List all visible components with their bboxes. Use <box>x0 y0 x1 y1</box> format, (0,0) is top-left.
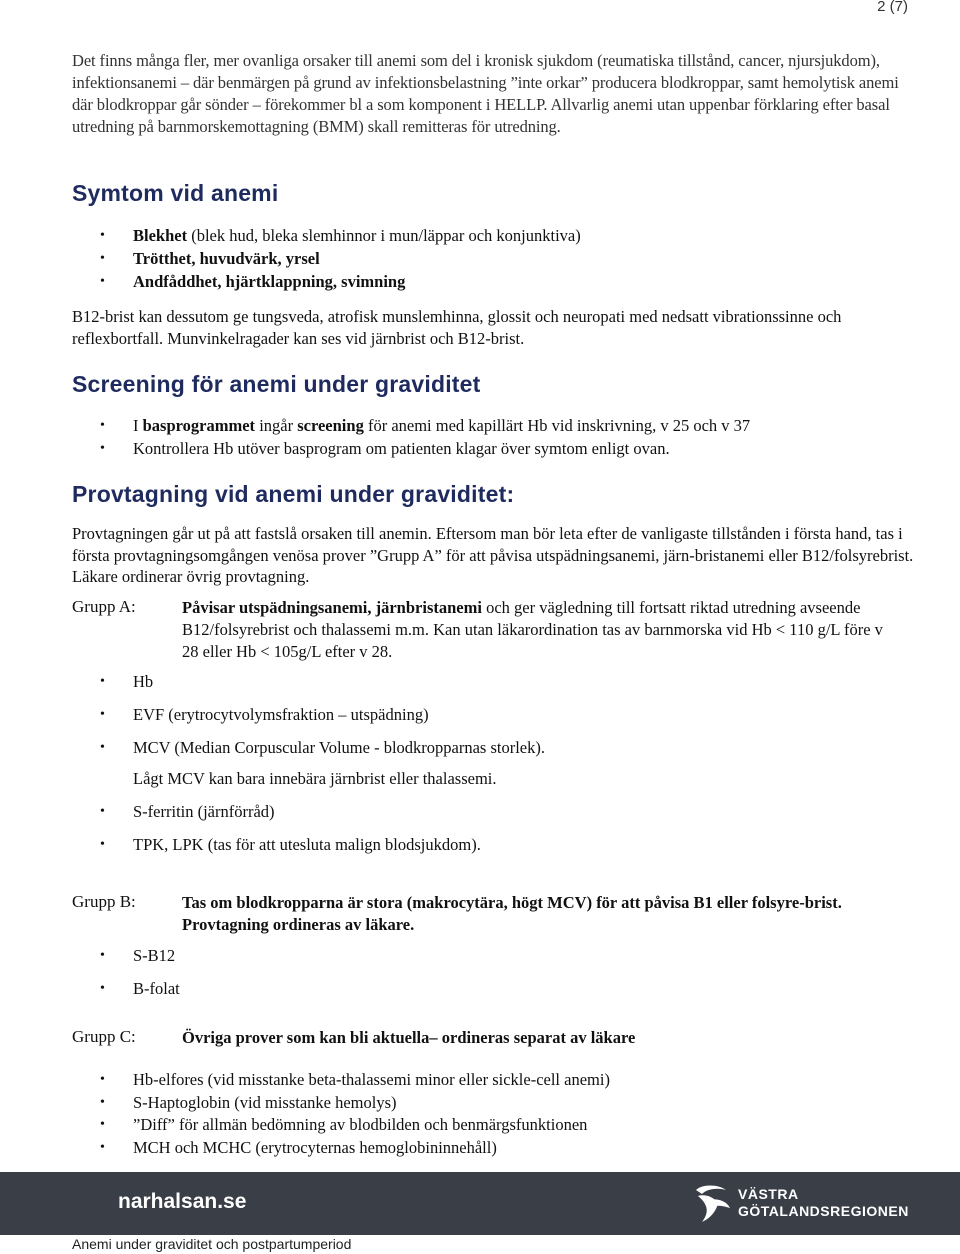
list-item: • S-B12 <box>100 946 176 965</box>
sampling-intro: Provtagningen går ut på att fastslå orsaken till anemin. Eftersom man bör leta efter de vanligaste tillstånden i första hand, tas i första provtagningsomgången venösa prover ”Grupp A” för att påvisa utspädningsanemi, järn-bristanemi eller B12/folsyrebrist. Läkare ordinerar övrig provtagning. <box>72 524 914 586</box>
footer-band <box>0 1172 960 1235</box>
list-item: • EVF (erytrocytvolymsfraktion – utspädning) <box>100 705 429 724</box>
region-name: VÄSTRA GÖTALANDSREGIONEN <box>738 1186 909 1219</box>
screening-list <box>72 414 914 460</box>
list-item: • Hb <box>100 672 154 691</box>
page-number: 2 (7) <box>877 0 908 15</box>
list-item: • S-Haptoglobin (vid misstanke hemolys) <box>72 1092 914 1115</box>
intro-paragraph: Det finns många fler, mer ovanliga orsaker till anemi som del i kronisk sjukdom (reumatiska tillstånd, cancer, njursjukdom), infektionsanemi – där benmärgen på grund av infektionsbelastning ”inte orkar” producera blodkroppar, samt hemolytisk anemi där blodkroppar går sönder – förekommer bl a som komponent i HELLP. Allvarlig anemi utan uppenbar förklaring efter basal utredning på barnmorskemottagning (BMM) skall remitteras för utredning. <box>72 51 899 136</box>
group-c-list <box>72 1069 914 1159</box>
list-item: • Hb-elfores (vid misstanke beta-thalassemi minor eller sickle-cell anemi) <box>72 1069 914 1092</box>
list-item: • I basprogrammet ingår screening för anemi med kapillärt Hb vid inskrivning, v 25 och v 37 <box>72 414 914 437</box>
mcv-note: Lågt MCV kan bara innebära järnbrist eller thalassemi. <box>133 769 497 788</box>
list-item: • B-folat <box>100 979 180 998</box>
b12-note: B12-brist kan dessutom ge tungsveda, atrofisk munslemhinna, glossit och neuropati med nedsatt vibrationssinne och reflexbortfall. Munvinkelragader kan ses vid järnbrist och B12-brist. <box>72 307 842 348</box>
symptoms-heading: Symtom vid anemi <box>72 180 279 206</box>
list-item: • S-ferritin (järnförråd) <box>100 802 275 821</box>
symptoms-list <box>72 224 914 293</box>
list-item: • Blekhet (blek hud, bleka slemhinnor i mun/läppar och konjunktiva) <box>72 224 914 247</box>
list-item: • ”Diff” för allmän bedömning av blodbilden och benmärgsfunktionen <box>72 1114 914 1137</box>
group-b-label: Grupp B: <box>72 892 136 911</box>
group-c-description: Övriga prover som kan bli aktuella– ordineras separat av läkare <box>182 1028 636 1047</box>
footer-brand-link[interactable]: narhalsan.se <box>118 1190 247 1213</box>
list-item: • TPK, LPK (tas för att utesluta malign blodsjukdom). <box>100 835 481 854</box>
list-item: • Kontrollera Hb utöver basprogram om patienten klagar över symtom enligt ovan. <box>72 437 914 460</box>
group-a-description: Påvisar utspädningsanemi, järnbristanemi och ger vägledning till fortsatt riktad utredning avseende B12/folsyrebrist och thalassemi m.m. Kan utan läkarordination tas av barnmorska vid Hb < 110 g/L före v 28 eller Hb < 105g/L efter v 28. <box>182 598 883 661</box>
group-b-description: Tas om blodkropparna är stora (makrocytära, högt MCV) för att påvisa B1 eller folsyre-brist. Provtagning ordineras av läkare. <box>182 893 842 934</box>
screening-heading: Screening för anemi under graviditet <box>72 371 481 397</box>
group-c-label: Grupp C: <box>72 1027 136 1046</box>
list-item: • MCH och MCHC (erytrocyternas hemoglobininnehåll) <box>72 1137 914 1160</box>
list-item: • Trötthet, huvudvärk, yrsel <box>72 247 914 270</box>
group-a-label: Grupp A: <box>72 597 136 616</box>
list-item: • Andfåddhet, hjärtklappning, svimning <box>72 270 914 293</box>
sampling-heading: Provtagning vid anemi under graviditet: <box>72 481 515 507</box>
region-logo-icon <box>692 1182 734 1226</box>
footer-caption: Anemi under graviditet och postpartumperiod <box>72 1236 352 1252</box>
list-item: • MCV (Median Corpuscular Volume - blodkropparnas storlek). <box>100 738 545 757</box>
